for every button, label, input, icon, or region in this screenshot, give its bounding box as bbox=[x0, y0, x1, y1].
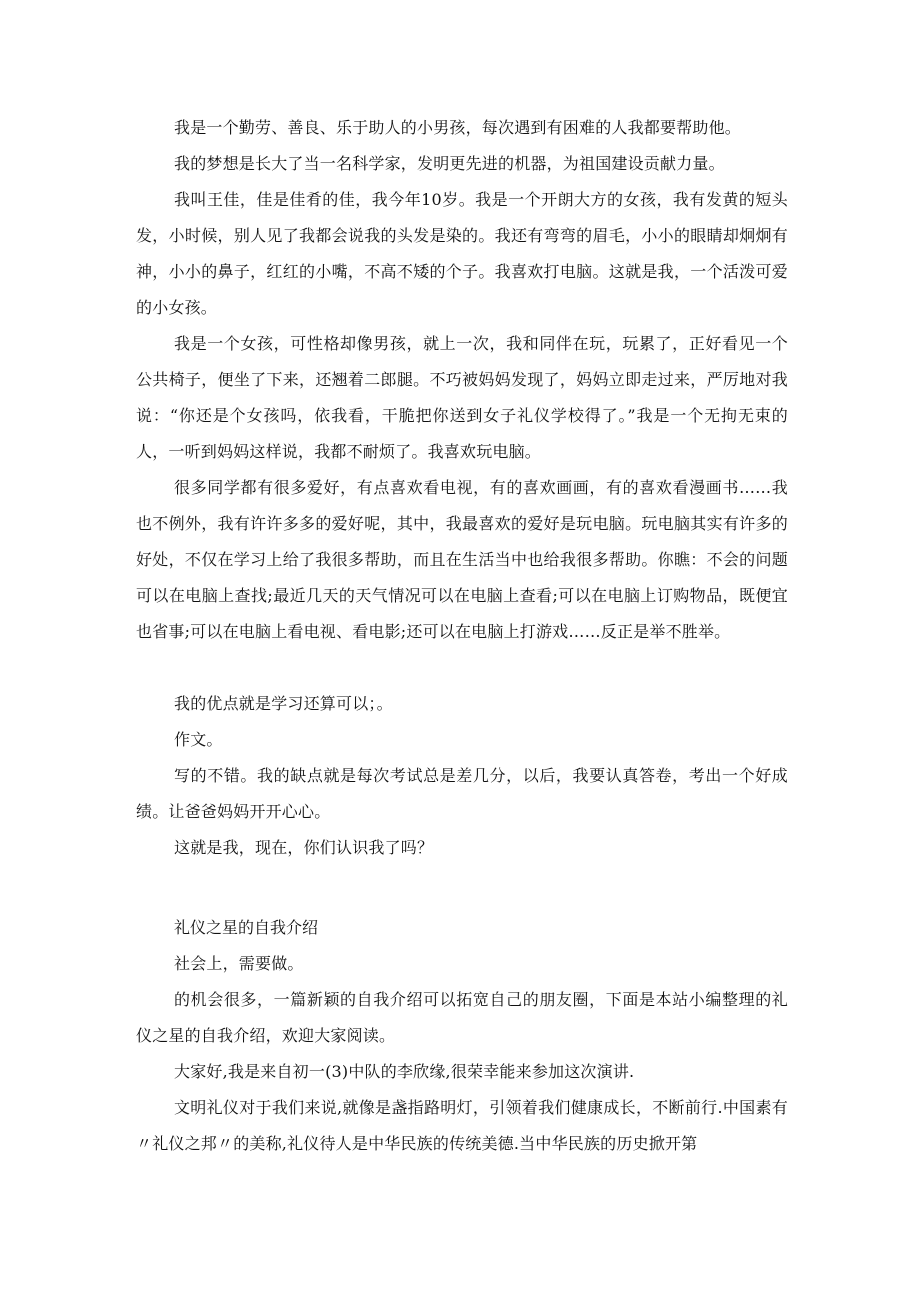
paragraph-5: 很多同学都有很多爱好，有点喜欢看电视，有的喜欢画画，有的喜欢看漫画书……我也不例外，我有许许多多的爱好呢，其中，我最喜欢的爱好是玩电脑。玩电脑其实有许多的好处，不仅在学习上给了我很多帮助，而且在生活当中也给我很多帮助。你瞧：不会的问题可以在电脑上查找;最近几天的天气情况可以在电脑上查看;可以在电脑上订购物品，既便宜也省事;可以在电脑上看电视、看电影;还可以在电脑上打游戏……反正是举不胜举。 bbox=[136, 478, 788, 641]
paragraph-4: 我是一个女孩，可性格却像男孩，就上一次，我和同伴在玩，玩累了，正好看见一个公共椅子，便坐了下来，还翘着二郎腿。不巧被妈妈发现了，妈妈立即走过来，严厉地对我说：“你还是个女孩吗，依我看，干脆把你送到女子礼仪学校得了。”我是一个无拘无束的人，一听到妈妈这样说，我都不耐烦了。我喜欢玩电脑。 bbox=[136, 334, 788, 461]
paragraph-2: 我的梦想是长大了当一名科学家，发明更先进的机器，为祖国建设贡献力量。 bbox=[174, 154, 725, 173]
section-title: 礼仪之星的自我介绍 bbox=[174, 918, 319, 937]
paragraph-8: 写的不错。我的缺点就是每次考试总是差几分，以后，我要认真答卷，考出一个好成绩。让爸爸妈妈开开心心。 bbox=[136, 766, 788, 821]
paragraph-1: 我是一个勤劳、善良、乐于助人的小男孩，每次遇到有困难的人我都要帮助他。 bbox=[174, 118, 742, 137]
section-paragraph-4: 文明礼仪对于我们来说,就像是盏指路明灯，引领着我们健康成长，不断前行.中国素有〃礼仪之邦〃的美称,礼仪待人是中华民族的传统美德.当中华民族的历史掀开第 bbox=[136, 1098, 788, 1153]
paragraph-3: 我叫王佳，佳是佳肴的佳，我今年10岁。我是一个开朗大方的女孩，我有发黄的短头发，小时候，别人见了我都会说我的头发是染的。我还有弯弯的眉毛，小小的眼睛却炯炯有神，小小的鼻子，红红的小嘴，不高不矮的个子。我喜欢打电脑。这就是我，一个活泼可爱的小女孩。 bbox=[136, 190, 788, 317]
section-paragraph-1: 社会上，需要做。 bbox=[174, 954, 304, 973]
paragraph-9: 这就是我，现在，你们认识我了吗？ bbox=[174, 838, 434, 857]
section-paragraph-3: 大家好,我是来自初一(3)中队的李欣缘,很荣幸能来参加这次演讲. bbox=[174, 1062, 635, 1081]
section-paragraph-2: 的机会很多，一篇新颖的自我介绍可以拓宽自己的朋友圈，下面是本站小编整理的礼仪之星的自我介绍，欢迎大家阅读。 bbox=[136, 990, 788, 1045]
paragraph-6: 我的优点就是学习还算可以；。 bbox=[174, 694, 393, 713]
paragraph-7: 作文。 bbox=[174, 730, 223, 749]
